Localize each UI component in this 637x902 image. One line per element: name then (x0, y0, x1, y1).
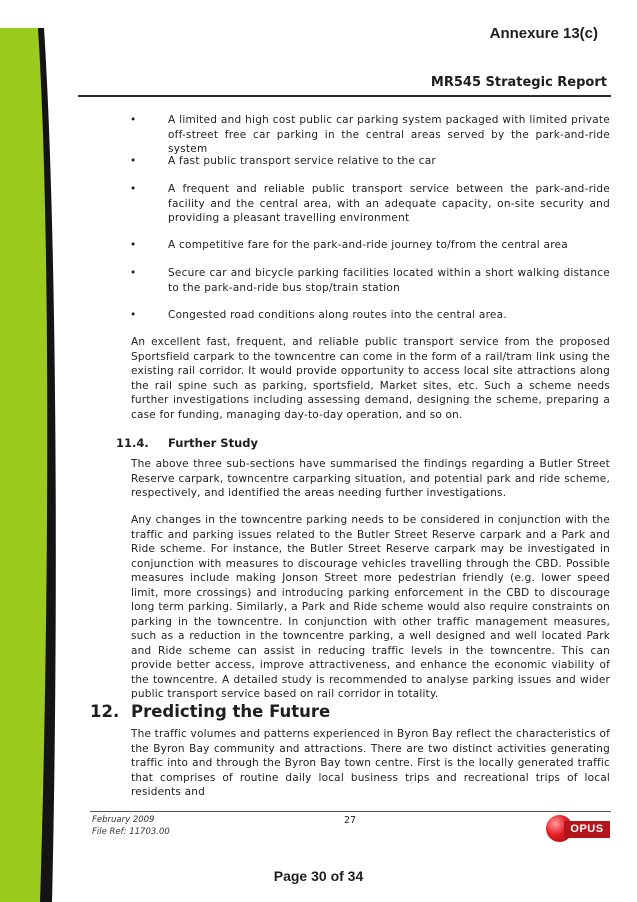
bullet-item: Secure car and bicycle parking facilities located within a short walking distance to the park-and-ride bus stop/train station (168, 267, 610, 294)
page-number: 27 (344, 815, 357, 826)
bullet-marker: • (130, 239, 137, 251)
header-divider (78, 95, 611, 97)
footer-file-ref: File Ref: 11703.00 (92, 827, 170, 837)
bullet-marker: • (130, 309, 137, 321)
bullet-marker: • (130, 183, 137, 195)
subsection-title: Further Study (168, 436, 258, 450)
further-study-paragraph-2: Any changes in the towncentre parking needs to be considered in conjunction with the traffic and parking issues related to the Butler Street Reserve carpark and a Park and Ride scheme. For instance, the Butler Street Reserve carpark may be investigated in conjunction with measures to discourage vehicles travelling through the CBD. Possible measures include making Jonson Street more pedestrian friendly (e.g. lower speed limit, more crossings) and introducing parking enforcement in the CBD to discourage long term parking. Similarly, a Park and Ride scheme would also require constraints on parking in the towncentre. In conjunction with other traffic management measures, such as a reduction in the towncentre parking, a well designed and well located Park and Ride scheme can assist in reducing traffic levels in the towncentre. This can provide better access, improve attractiveness, and enhance the economic viability of the towncentre. A detailed study is recommended to analyse parking issues and wider public transport service based on rail corridor in totality. (131, 514, 610, 700)
bullet-item: Congested road conditions along routes into the central area. (168, 309, 507, 321)
predicting-paragraph: The traffic volumes and patterns experienced in Byron Bay reflect the characteristics of the Byron Bay community and attractions. There are two distinct activities generating traffic into and through the Byron Bay town centre. First is the locally generated traffic that comprises of routine daily local business trips and recreational trips of local residents and (131, 728, 610, 798)
bullet-item: A fast public transport service relative to the car (168, 155, 436, 167)
logo-wordmark: OPUS (564, 821, 610, 838)
report-title: MR545 Strategic Report (430, 75, 607, 90)
annexure-label: Annexure 13(c) (489, 25, 598, 42)
subsection-number: 11.4. (116, 436, 149, 450)
opus-logo (546, 815, 612, 843)
bullet-marker: • (130, 267, 137, 279)
further-study-paragraph-1: The above three sub-sections have summarised the findings regarding a Butler Street Reserve carpark, towncentre carparking situation, and potential park and ride scheme, respectively, and identified the areas needing further investigations. (131, 458, 610, 499)
section-number: 12. (90, 702, 120, 721)
bullet-marker: • (130, 155, 137, 167)
green-stripe (0, 28, 47, 902)
footer-date: February 2009 (92, 815, 155, 825)
section-title: Predicting the Future (131, 702, 331, 721)
bullet-item: A frequent and reliable public transport service between the park-and-ride facility and the central area, with an adequate capacity, on-site security and providing a pleasant travelling environment (168, 183, 610, 224)
footer-divider (90, 811, 611, 812)
green-side-band (0, 0, 80, 902)
bullet-item: A competitive fare for the park-and-ride journey to/from the central area (168, 239, 568, 251)
bullet-item: A limited and high cost public car parking system packaged with limited private off-street free car parking in the central areas served by the park-and-ride system (168, 114, 610, 155)
intro-paragraph: An excellent fast, frequent, and reliable public transport service from the proposed Sportsfield carpark to the towncentre can come in the form of a rail/tram link using the existing rail corridor. It would provide opportunity to access local site attractions along the rail spine such as parking, sportsfield, Market sites, etc. Such a scheme needs further investigations including assessing demand, designing the scheme, preparing a case for funding, managing day-to-day operation, and so on. (131, 336, 610, 421)
page-of-total: Page 30 of 34 (273, 868, 364, 884)
bullet-marker: • (130, 114, 137, 126)
